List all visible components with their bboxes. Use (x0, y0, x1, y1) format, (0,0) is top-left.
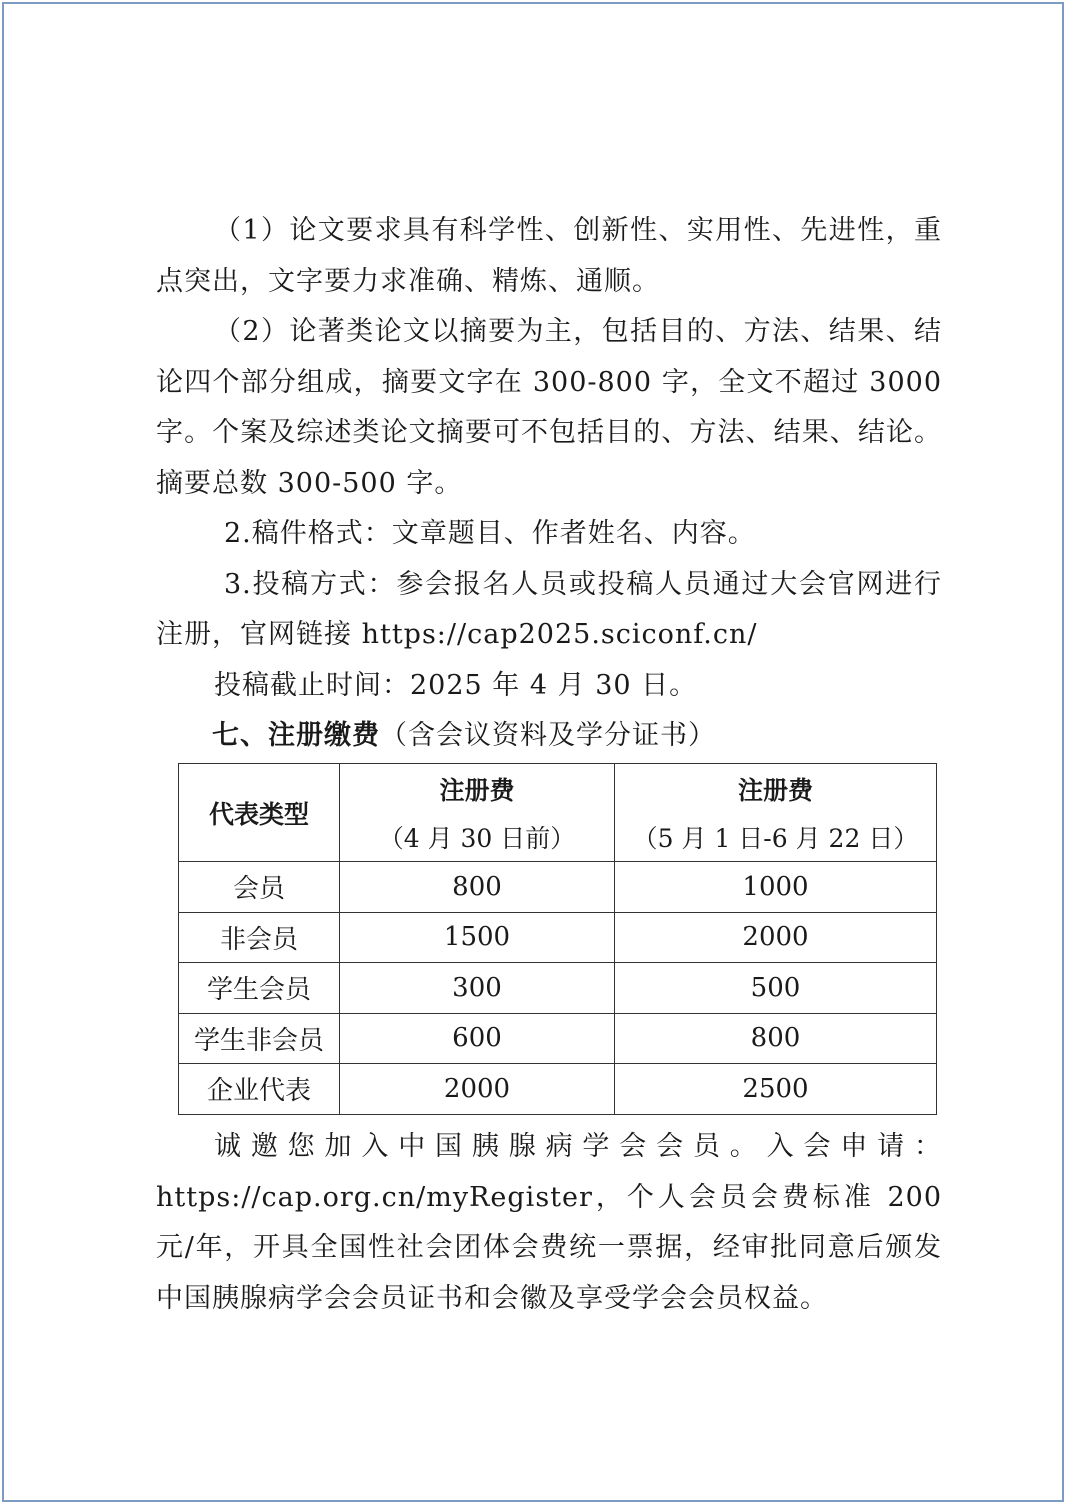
requirement-paragraph-1: （1）论文要求具有科学性、创新性、实用性、先进性，重点突出，文字要力求准确、精炼、通顺。 (156, 215, 942, 297)
section-7-heading (156, 711, 942, 761)
section-7-title: 七、注册缴费 (212, 720, 380, 751)
header-early-fee (340, 764, 615, 862)
table-row (179, 912, 937, 963)
delegate-type-cell: 会员 (179, 862, 340, 913)
late-fee-cell: 2000 (615, 912, 937, 963)
delegate-type-cell: 学生会员 (179, 963, 340, 1014)
delegate-type-cell: 非会员 (179, 912, 340, 963)
header-late-fee-title: 注册费 (737, 775, 813, 805)
table-row (179, 1064, 937, 1115)
document-body (156, 206, 942, 761)
early-fee-cell: 600 (340, 1013, 615, 1064)
header-early-fee-title: 注册费 (439, 775, 515, 805)
early-fee-cell: 2000 (340, 1064, 615, 1115)
header-early-fee-period: （4 月 30 日前） (378, 823, 576, 853)
submission-deadline: 投稿截止时间：2025 年 4 月 30 日。 (214, 669, 698, 701)
early-fee-cell: 1500 (340, 912, 615, 963)
requirement-paragraph-2: （2）论著类论文以摘要为主，包括目的、方法、结果、结论四个部分组成，摘要文字在 300-800 字，全文不超过 3000 字。个案及综述类论文摘要可不包括目的、方法、结果、结论。摘要总数 300-500 字。 (156, 316, 942, 499)
manuscript-format: 2.稿件格式：文章题目、作者姓名、内容。 (224, 518, 756, 549)
late-fee-cell: 500 (615, 963, 937, 1014)
fee-table-header-row (179, 764, 937, 862)
table-row (179, 1013, 937, 1064)
early-fee-cell: 300 (340, 963, 615, 1014)
late-fee-cell: 2500 (615, 1064, 937, 1115)
submission-method (156, 560, 942, 661)
late-fee-cell: 800 (615, 1013, 937, 1064)
submission-method-text: 3.投稿方式：参会报名人员或投稿人员通过大会官网进行注册，官网链接 https://cap2025.sciconf.cn/ (156, 568, 942, 650)
registration-fee-table (178, 763, 937, 1115)
early-fee-cell: 800 (340, 862, 615, 913)
membership-invitation (156, 1122, 942, 1324)
header-delegate-type: 代表类型 (179, 764, 340, 862)
table-row (179, 963, 937, 1014)
membership-invitation-line1: 诚邀您加入中国胰腺病学会会员。入会申请： (214, 1131, 942, 1162)
table-row (179, 862, 937, 913)
header-late-fee (615, 764, 937, 862)
membership-invitation-details: https://cap.org.cn/myRegister，个人会员会费标准 200 元/年，开具全国性社会团体会费统一票据，经审批同意后颁发中国胰腺病学会会员证书和会徽及享受学会会员权益。 (156, 1181, 942, 1314)
header-late-fee-period: （5 月 1 日-6 月 22 日） (632, 823, 919, 853)
late-fee-cell: 1000 (615, 862, 937, 913)
delegate-type-cell: 学生非会员 (179, 1013, 340, 1064)
delegate-type-cell: 企业代表 (179, 1064, 340, 1115)
section-7-subtitle: （含会议资料及学分证书） (380, 720, 716, 751)
